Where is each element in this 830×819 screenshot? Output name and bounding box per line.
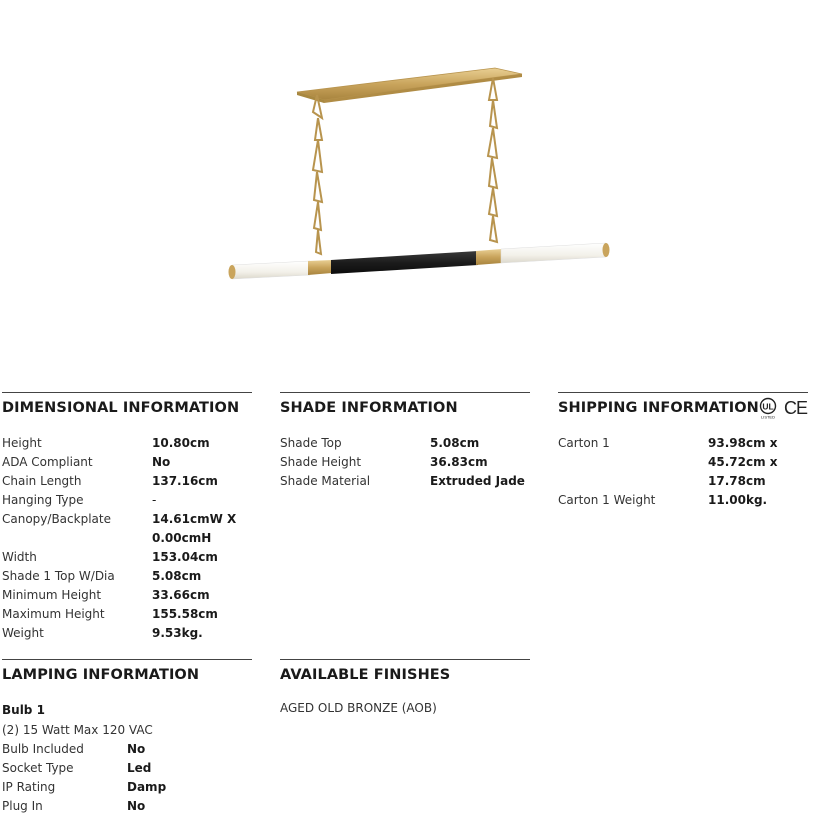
shipping-section <box>558 392 808 507</box>
finishes-section <box>280 659 530 739</box>
spec-list <box>2 434 240 643</box>
spec-list <box>558 434 826 510</box>
spec-value: No <box>127 799 146 813</box>
spec-row <box>280 453 525 472</box>
spec-value: 33.66cm <box>152 588 210 602</box>
spec-list <box>2 740 166 816</box>
spec-row <box>2 491 240 510</box>
spec-row <box>2 797 166 816</box>
spec-row <box>2 567 240 586</box>
spec-label: Shade 1 Top W/Dia <box>2 569 115 583</box>
spec-value: 93.98cm x 45.72cm x 17.78cm <box>708 436 778 488</box>
spec-value: - <box>152 493 157 507</box>
spec-row <box>2 472 240 491</box>
spec-value: 137.16cm <box>152 474 218 488</box>
spec-value: 155.58cm <box>152 607 218 621</box>
spec-row <box>2 624 240 643</box>
section-title: SHADE INFORMATION <box>280 400 458 416</box>
spec-row <box>2 434 240 453</box>
spec-label: Hanging Type <box>2 493 84 507</box>
spec-row <box>280 434 525 453</box>
spec-value: Led <box>127 761 152 775</box>
finish-item: AGED OLD BRONZE (AOB) <box>280 701 437 715</box>
divider <box>2 392 252 393</box>
spec-value: 11.00kg. <box>708 493 768 507</box>
spec-label: Minimum Height <box>2 588 102 602</box>
section-title: LAMPING INFORMATION <box>2 667 200 683</box>
spec-row <box>2 740 166 759</box>
ul-mark-text: UL <box>762 401 774 412</box>
section-title: SHIPPING INFORMATION <box>558 400 759 416</box>
spec-row <box>2 510 240 548</box>
spec-label: Bulb Included <box>2 742 84 756</box>
spec-value: 10.80cm <box>152 436 210 450</box>
spec-label: Shade Top <box>280 436 342 450</box>
spec-row <box>2 778 166 797</box>
spec-label: Canopy/Backplate <box>2 512 111 526</box>
spec-row <box>2 453 240 472</box>
spec-value: Damp <box>127 780 167 794</box>
spec-value: 153.04cm <box>152 550 218 564</box>
dimensional-section <box>2 392 252 652</box>
spec-label: Carton 1 <box>558 436 610 450</box>
spec-row <box>280 472 525 491</box>
spec-label: Socket Type <box>2 761 74 775</box>
spec-value: No <box>127 742 146 756</box>
spec-label: Shade Height <box>280 455 362 469</box>
spec-value: 14.61cmW X 0.00cmH <box>152 512 237 545</box>
divider <box>2 659 252 660</box>
right-chain <box>488 78 497 242</box>
spec-label: Width <box>2 550 37 564</box>
divider <box>280 392 530 393</box>
spec-value: 5.08cm <box>152 569 202 583</box>
spec-value: 5.08cm <box>430 436 480 450</box>
spec-list <box>280 434 525 491</box>
spec-row <box>558 491 826 510</box>
spec-label: IP Rating <box>2 780 56 794</box>
spec-value: 9.53kg. <box>152 626 203 640</box>
spec-label: Carton 1 Weight <box>558 493 656 507</box>
spec-row <box>2 605 240 624</box>
lamping-section <box>2 659 252 819</box>
spec-label: ADA Compliant <box>2 455 93 469</box>
bulb-description: (2) 15 Watt Max 120 VAC <box>2 723 153 737</box>
spec-label: Shade Material <box>280 474 371 488</box>
section-title: AVAILABLE FINISHES <box>280 667 451 683</box>
section-title: DIMENSIONAL INFORMATION <box>2 400 240 416</box>
spec-row <box>2 586 240 605</box>
spec-label: Height <box>2 436 42 450</box>
spec-row <box>558 434 826 491</box>
ul-listed-icon <box>756 397 780 419</box>
spec-value: 36.83cm <box>430 455 488 469</box>
divider <box>558 392 808 393</box>
product-image <box>0 0 830 380</box>
spec-row <box>2 759 166 778</box>
bulb-title: Bulb 1 <box>2 703 45 717</box>
divider <box>280 659 530 660</box>
shade-section <box>280 392 530 502</box>
left-chain <box>313 95 322 254</box>
spec-row <box>2 548 240 567</box>
spec-value: Extruded Jade <box>430 474 525 488</box>
ul-listed-text: LISTED <box>760 414 776 419</box>
canopy <box>297 68 522 103</box>
certifications <box>756 397 807 419</box>
ce-mark-icon: CE <box>784 398 808 418</box>
light-bar <box>229 243 610 279</box>
spec-label: Plug In <box>2 799 43 813</box>
spec-label: Maximum Height <box>2 607 105 621</box>
spec-label: Chain Length <box>2 474 82 488</box>
spec-value: No <box>152 455 171 469</box>
spec-label: Weight <box>2 626 44 640</box>
